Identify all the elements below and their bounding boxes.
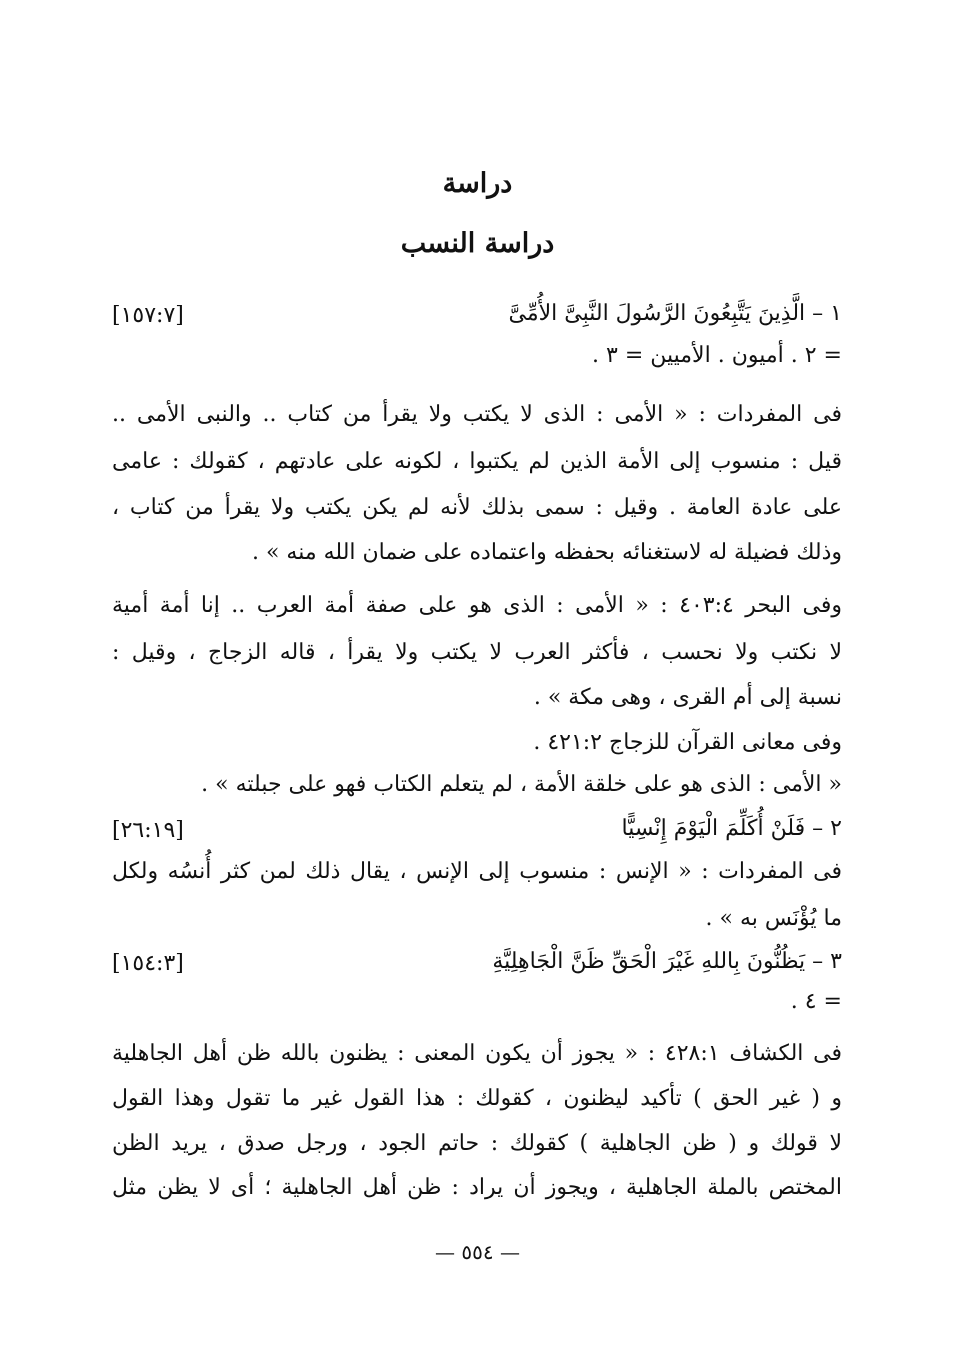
page-number: — ٥٥٤ —	[435, 1240, 520, 1264]
verse-1-reference: [١٥٧:٧]	[112, 303, 184, 328]
verse-2: ٢ – فَلَنْ أُكَلِّمَ الْيَوْمَ إِنْسِيًّا	[621, 816, 842, 841]
verse-3: ٣ – يَظُنُّونَ بِاللهِ غَيْرَ الْحَقِّ ظَنَّ الْجَاهِلِيَّةِ	[492, 949, 842, 974]
paragraph-5-line-3: لا قولك و ( ظن الجاهلية ) كقولك : حاتم الجود ، ورجل صدق ، يريد الظن	[112, 1131, 842, 1156]
paragraph-2-line-3: نسبة إلى أم القرى ، وهى مكة » .	[533, 685, 842, 710]
paragraph-4-line-1: فى المفردات : « الإنس : منسوب إلى الإنس ، يقال ذلك لمن كثر أُنسُه ولكل	[112, 859, 842, 884]
cross-reference-1: = ٢ . أميون . الأميين = ٣ .	[592, 343, 842, 368]
verse-1: ١ – الَّذِينَ يَتَّبِعُونَ الرَّسُولَ النَّبِىَّ الأُمِّىَّ	[508, 301, 842, 326]
cross-reference-3: = ٤ .	[790, 989, 842, 1014]
paragraph-1-line-4: وذلك فضيلة له لاستغنائه بحفظه واعتماده على ضمان الله منه » .	[251, 540, 842, 565]
paragraph-5-line-2: و ( غير الحق ) تأكيد ليظنون ، كقولك : هذا القول غير ما تقول وهذا القول	[112, 1086, 842, 1111]
paragraph-1-line-3: على عادة العامة . وقيل : سمى بذلك لأنه لم يكن يكتب ولا يقرأ من كتاب ،	[112, 495, 842, 520]
paragraph-3-line-2: « الأمى : الذى هو على خلقة الأمة ، لم يتعلم الكتاب فهو على جبلته » .	[201, 772, 842, 797]
paragraph-4-line-2: ما يُؤْنَس به » .	[705, 906, 842, 931]
paragraph-1-line-2: قيل : منسوب إلى الأمة الذين لم يكتبوا ، لكونه على عادتهم ، كقولك : عامى	[112, 449, 842, 474]
page-subtitle: دراسة النسب	[400, 228, 555, 259]
verse-3-reference: [١٥٤:٣]	[112, 951, 184, 976]
page-title: دراسة	[442, 168, 513, 199]
verse-2-reference: [٢٦:١٩]	[112, 818, 184, 843]
paragraph-3-line-1: وفى معانى القرآن للزجاج ٤٢١:٢ .	[533, 730, 842, 755]
paragraph-2-line-1: وفى البحر ٤٠٣:٤ : « الأمى : الذى هو على صفة أمة العرب .. إنا أمة أمية	[112, 593, 842, 618]
paragraph-1-line-1: فى المفردات : « الأمى : الذى لا يكتب ولا يقرأ من كتاب .. والنبى الأمى ..	[112, 402, 842, 427]
paragraph-5-line-4: المختص بالملة الجاهلية ، ويجوز أن يراد : ظن أهل الجاهلية ؛ أى لا يظن مثل	[112, 1175, 842, 1200]
paragraph-2-line-2: لا نكتب ولا نحسب ، فأكثر العرب لا يكتب ولا يقرأ ، قاله الزجاج ، وقيل :	[112, 640, 842, 665]
paragraph-5-line-1: فى الكشاف ٤٢٨:١ : « يجوز أن يكون المعنى : يظنون بالله ظن أهل الجاهلية	[112, 1041, 842, 1066]
